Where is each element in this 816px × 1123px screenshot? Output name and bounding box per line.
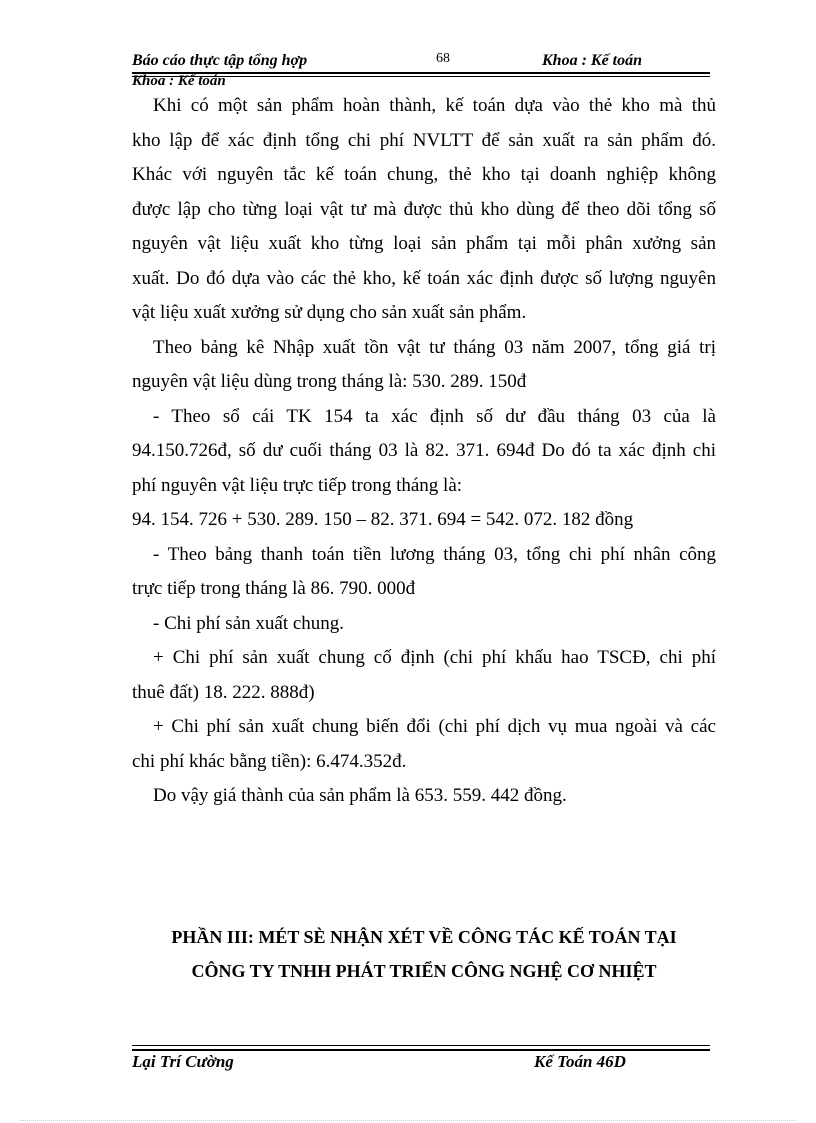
text-line: vật liệu xuất xưởng sử dụng cho sản xuất sản phẩm. bbox=[132, 302, 527, 323]
paragraph-5 bbox=[132, 538, 716, 607]
text-line: thuê đất) 18. 222. 888đ) bbox=[132, 681, 315, 703]
paragraph-8 bbox=[132, 710, 716, 779]
footer-class: Kế Toán 46D bbox=[534, 1052, 626, 1071]
text-line: 94.150.726đ, số dư cuối tháng 03 là 82. 371. 694đ Do đó ta xác định chi bbox=[132, 440, 716, 461]
text-line: nguyên vật liệu xuất kho từng loại sản phẩm tại mỗi phân xưởng sản bbox=[132, 233, 716, 254]
text-line: Khi có một sản phẩm hoàn thành, kế toán dựa vào thẻ kho mà thủ bbox=[153, 95, 716, 116]
page-number: 68 bbox=[436, 51, 450, 66]
paragraph-2 bbox=[132, 331, 716, 400]
paragraph-3 bbox=[132, 400, 716, 504]
text-line: - Theo sổ cái TK 154 ta xác định số dư đầu tháng 03 của là bbox=[153, 405, 716, 427]
text-line: được lập cho từng loại vật tư mà được thủ kho dùng để theo dõi tổng số bbox=[132, 198, 716, 220]
text-line: + Chi phí sản xuất chung cố định (chi phí khấu hao TSCĐ, chi phí bbox=[153, 647, 716, 668]
text-line: kho lập để xác định tổng chi phí NVLTT để sản xuất ra sản phẩm đó. bbox=[132, 129, 716, 151]
text-line: Khác với nguyên tắc kế toán chung, thẻ kho tại doanh nghiệp không bbox=[132, 164, 716, 185]
footer-rule-thick bbox=[132, 1049, 710, 1051]
header-department-overlap: Khoa : Kế toán bbox=[132, 73, 226, 89]
page-bottom-edge bbox=[20, 1120, 796, 1121]
footer-author: Lại Trí Cường bbox=[132, 1052, 234, 1071]
text-line: Theo bảng kê Nhập xuất tồn vật tư tháng 03 năm 2007, tổng giá trị bbox=[153, 336, 716, 358]
text-line: - Theo bảng thanh toán tiền lương tháng 03, tổng chi phí nhân công bbox=[153, 543, 716, 565]
calculation-line: 94. 154. 726 + 530. 289. 150 – 82. 371. 694 = 542. 072. 182 đồng bbox=[132, 509, 634, 530]
paragraph-9: Do vậy giá thành của sản phẩm là 653. 559. 442 đồng. bbox=[153, 785, 567, 806]
section-heading-line-1: PHẦN III: MÉT SÈ NHẬN XÉT VỀ CÔNG TÁC KẾ TOÁN TẠI bbox=[171, 927, 677, 947]
document-body bbox=[132, 89, 716, 814]
text-line: + Chi phí sản xuất chung biến đổi (chi phí dịch vụ mua ngoài và các bbox=[153, 716, 716, 737]
section-heading bbox=[132, 920, 716, 988]
paragraph-7 bbox=[132, 641, 716, 710]
text-line: nguyên vật liệu dùng trong tháng là: 530. 289. 150đ bbox=[132, 371, 527, 392]
paragraph-6: - Chi phí sản xuất chung. bbox=[153, 612, 345, 634]
header-report-title: Báo cáo thực tập tổng hợp bbox=[132, 52, 308, 69]
footer-rule-thin bbox=[132, 1045, 710, 1046]
text-line: phí nguyên vật liệu trực tiếp trong tháng là: bbox=[132, 474, 463, 496]
text-line: chi phí khác bằng tiền): 6.474.352đ. bbox=[132, 750, 407, 772]
text-line: trực tiếp trong tháng là 86. 790. 000đ bbox=[132, 578, 416, 599]
header-department: Khoa : Kế toán bbox=[542, 52, 643, 69]
text-line: xuất. Do đó dựa vào các thẻ kho, kế toán xác định được số lượng nguyên bbox=[132, 267, 716, 289]
section-heading-line-2: CÔNG TY TNHH PHÁT TRIỂN CÔNG NGHỆ CƠ NHIỆT bbox=[191, 961, 657, 981]
paragraph-1 bbox=[132, 89, 716, 331]
